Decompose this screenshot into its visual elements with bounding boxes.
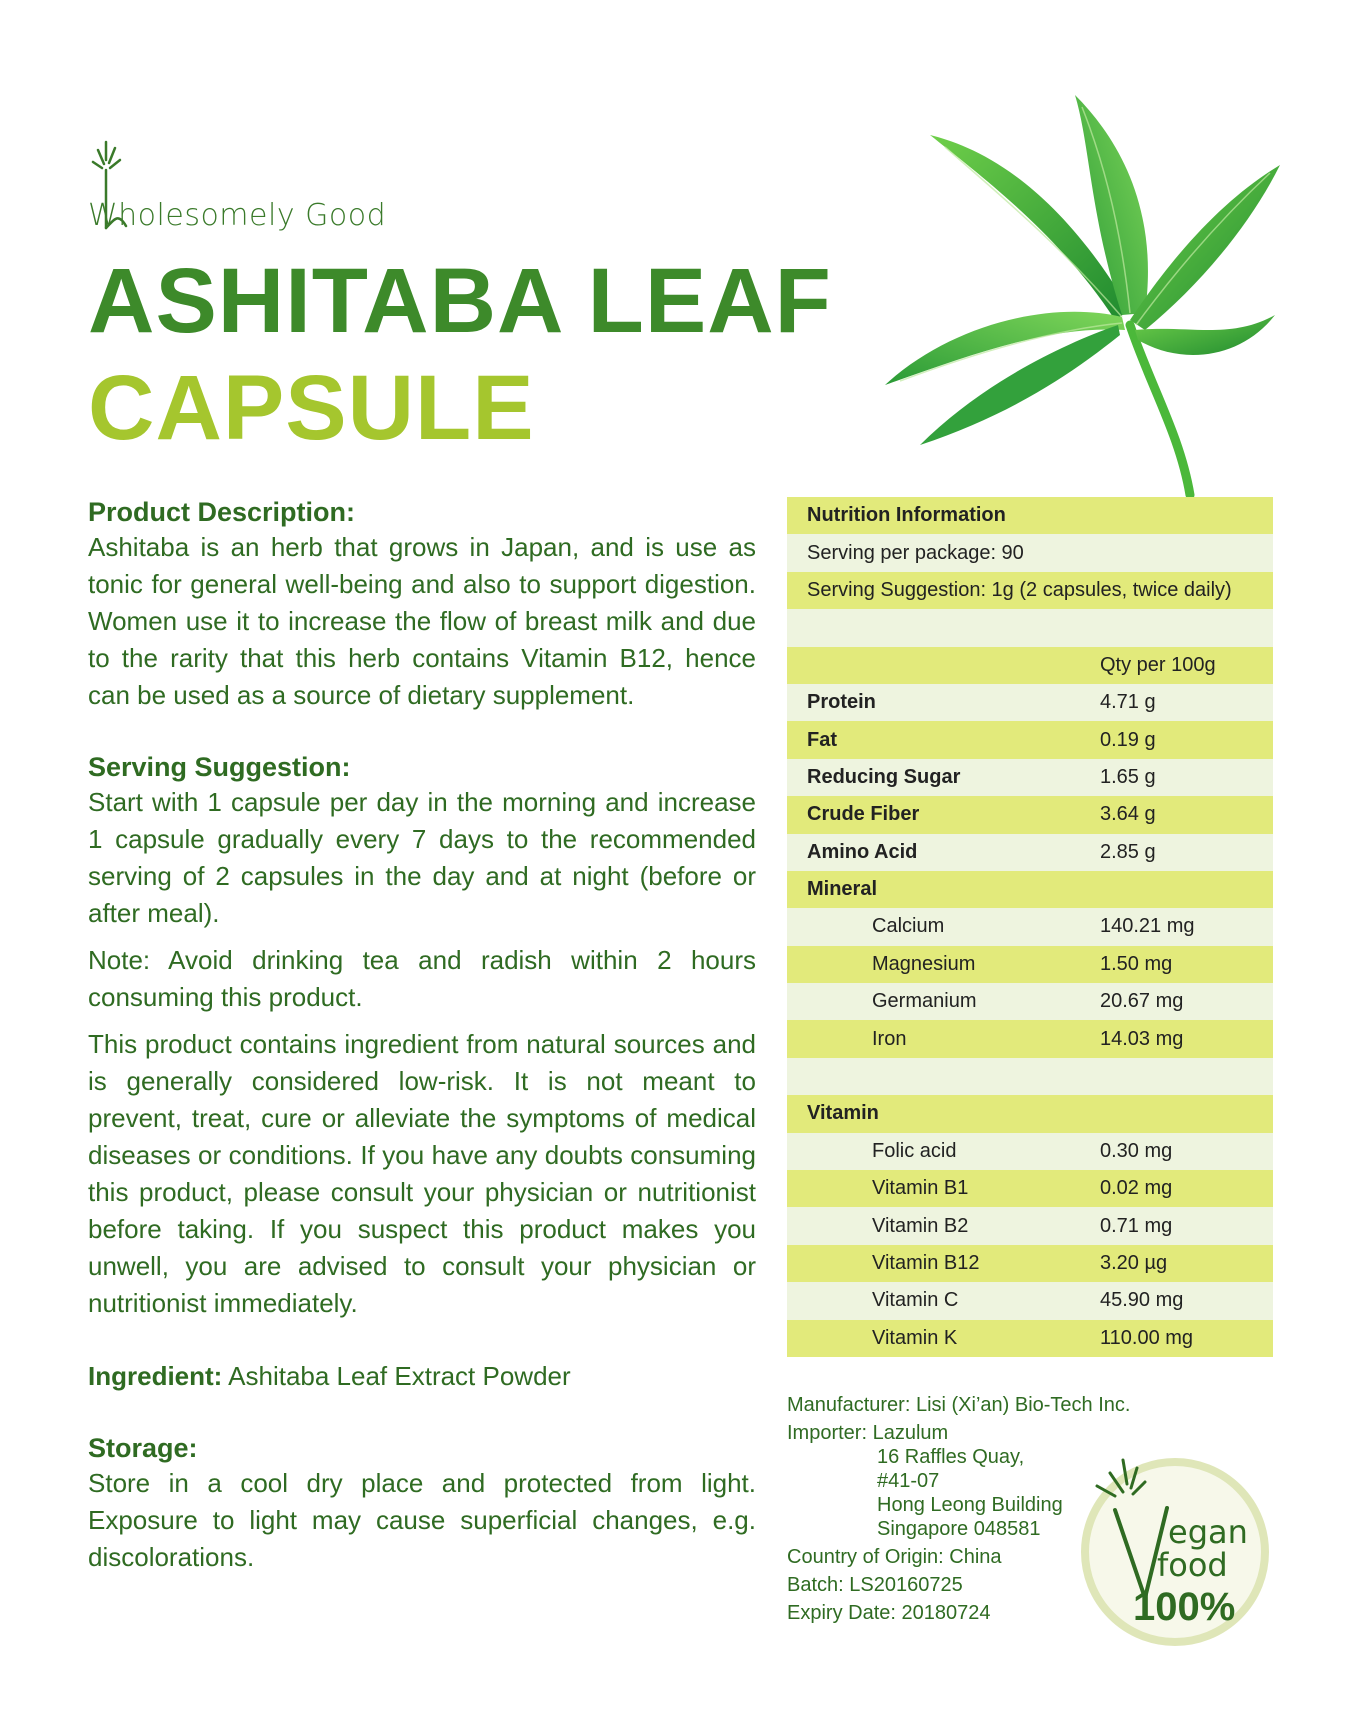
nutrient-name: Serving per package: 90 xyxy=(807,541,1024,564)
product-title-line2: CAPSULE xyxy=(88,357,535,459)
badge-text-1: egan xyxy=(1168,1513,1248,1551)
importer: Importer: Lazulum xyxy=(787,1422,949,1444)
nutrient-name: Reducing Sugar xyxy=(807,765,961,788)
nutrient-amount: 3.64 g xyxy=(1100,803,1156,826)
nutrition-row xyxy=(787,871,1273,908)
ashitaba-leaf-illustration xyxy=(860,85,1290,505)
vegan-badge xyxy=(1075,1448,1275,1648)
nutrition-row xyxy=(787,1058,1273,1095)
nutrition-row xyxy=(787,1282,1273,1319)
ingredient-line xyxy=(88,1358,756,1395)
product-title-line1: ASHITABA LEAF xyxy=(88,250,832,352)
nutrition-row xyxy=(787,647,1273,684)
nutrient-name: Vitamin xyxy=(807,1102,879,1125)
nutrient-amount: 2.85 g xyxy=(1100,840,1156,863)
nutrient-name: Mineral xyxy=(807,878,878,901)
nutrient-amount: 140.21 mg xyxy=(1100,915,1195,938)
nutrition-row xyxy=(787,908,1273,945)
nutrition-row xyxy=(787,572,1273,609)
nutrition-row xyxy=(787,796,1273,833)
nutrient-amount: 110.00 mg xyxy=(1100,1326,1194,1349)
nutrition-row xyxy=(787,609,1273,646)
nutrient-name: Calcium xyxy=(872,915,945,938)
nutrition-row xyxy=(787,684,1273,721)
nutrient-name: Serving Suggestion: 1g (2 capsules, twice daily) xyxy=(807,578,1232,601)
nutrition-row xyxy=(787,534,1273,571)
badge-text-2: food xyxy=(1157,1546,1228,1584)
brand-logo xyxy=(88,130,488,240)
nutrition-row xyxy=(787,946,1273,983)
serving-body: Start with 1 capsule per day in the morning and increase 1 capsule gradually every 7 days to the recommended serving of 2 capsules in the day and at night (before or after meal). xyxy=(88,787,756,928)
nutrition-row xyxy=(787,1170,1273,1207)
nutrition-row xyxy=(787,759,1273,796)
nutrient-amount: 3.20 µg xyxy=(1100,1252,1168,1274)
nutrient-amount: 20.67 mg xyxy=(1100,990,1184,1013)
nutrient-name: Vitamin B2 xyxy=(872,1214,969,1237)
nutrient-name: Vitamin K xyxy=(872,1326,958,1349)
description-body: Ashitaba is an herb that grows in Japan, and is use as tonic for general well-being and also to support digestion. Women use it to increase the flow of breast milk and due to the rarity that this herb contains Vitamin B12, hence can be used as a source of dietary supplement. xyxy=(88,532,756,710)
nutrient-name: Vitamin C xyxy=(872,1289,959,1312)
nutrition-row xyxy=(787,1020,1273,1057)
nutrient-amount: Qty per 100g xyxy=(1100,653,1216,676)
nutrient-amount: 0.19 g xyxy=(1100,728,1156,751)
manufacturer: Manufacturer: Lisi (Xi’an) Bio-Tech Inc. xyxy=(787,1394,1131,1416)
nutrient-amount: 4.71 g xyxy=(1100,691,1156,714)
ingredient-label: Ingredient: xyxy=(88,1361,223,1391)
nutrition-table xyxy=(787,497,1273,1357)
address-line: 16 Raffles Quay, xyxy=(877,1446,1025,1468)
brand-name: Wholesomely Good xyxy=(88,198,387,233)
expiry-date: Expiry Date: 20180724 xyxy=(787,1602,991,1624)
nutrition-row xyxy=(787,721,1273,758)
nutrient-amount: 0.30 mg xyxy=(1100,1139,1173,1162)
nutrition-row xyxy=(787,497,1273,534)
disclaimer: This product contains ingredient from natural sources and is generally considered low-risk. It is not meant to prevent, treat, cure or alleviate the symptoms of medical diseases or conditions. If you have any doubts consuming this product, please consult your physician or nutritionist before taking. If you suspect this product makes you unwell, you are advised to consult your physician or nutritionist immediately. xyxy=(88,1029,756,1318)
country-of-origin: Country of Origin: China xyxy=(787,1546,1002,1568)
address-line: Singapore 048581 xyxy=(877,1518,1041,1540)
nutrient-name: Fat xyxy=(807,728,837,751)
nutrient-name: Vitamin B1 xyxy=(872,1177,969,1200)
storage-body: Store in a cool dry place and protected from light. Exposure to light may cause superficial changes, e.g. discolorations. xyxy=(88,1468,756,1572)
product-info-column xyxy=(88,495,756,1576)
nutrient-name: Nutrition Information xyxy=(807,504,1006,527)
description-heading: Product Description: xyxy=(88,497,356,527)
nutrient-name: Magnesium xyxy=(872,952,976,975)
nutrition-row xyxy=(787,1320,1273,1357)
badge-percent: 100% xyxy=(1133,1585,1236,1629)
nutrition-row xyxy=(787,1095,1273,1132)
nutrient-amount: 1.65 g xyxy=(1100,765,1156,788)
nutrient-amount: 45.90 mg xyxy=(1100,1289,1184,1312)
address-line: #41-07 xyxy=(877,1470,940,1492)
nutrient-name: Vitamin B12 xyxy=(872,1252,980,1274)
address-line: Hong Leong Building xyxy=(877,1494,1063,1516)
nutrition-row xyxy=(787,1245,1273,1282)
batch-number: Batch: LS20160725 xyxy=(787,1574,963,1596)
nutrient-name: Germanium xyxy=(872,990,977,1013)
nutrient-name: Crude Fiber xyxy=(807,803,920,826)
nutrition-row xyxy=(787,983,1273,1020)
serving-heading: Serving Suggestion: xyxy=(88,752,351,782)
storage-heading: Storage: xyxy=(88,1433,198,1463)
nutrient-name: Amino Acid xyxy=(807,840,918,863)
serving-note: Note: Avoid drinking tea and radish within 2 hours consuming this product. xyxy=(88,945,756,1012)
nutrient-amount: 0.71 mg xyxy=(1100,1214,1173,1237)
nutrient-amount: 0.02 mg xyxy=(1100,1177,1173,1200)
nutrition-row xyxy=(787,834,1273,871)
ingredient-value: Ashitaba Leaf Extract Powder xyxy=(228,1361,571,1391)
nutrient-name: Folic acid xyxy=(872,1139,957,1162)
nutrition-row xyxy=(787,1133,1273,1170)
nutrient-amount: 1.50 mg xyxy=(1100,952,1173,975)
nutrient-amount: 14.03 mg xyxy=(1100,1027,1184,1050)
nutrient-name: Iron xyxy=(872,1027,907,1050)
nutrition-row xyxy=(787,1207,1273,1244)
nutrient-name: Protein xyxy=(807,691,876,714)
